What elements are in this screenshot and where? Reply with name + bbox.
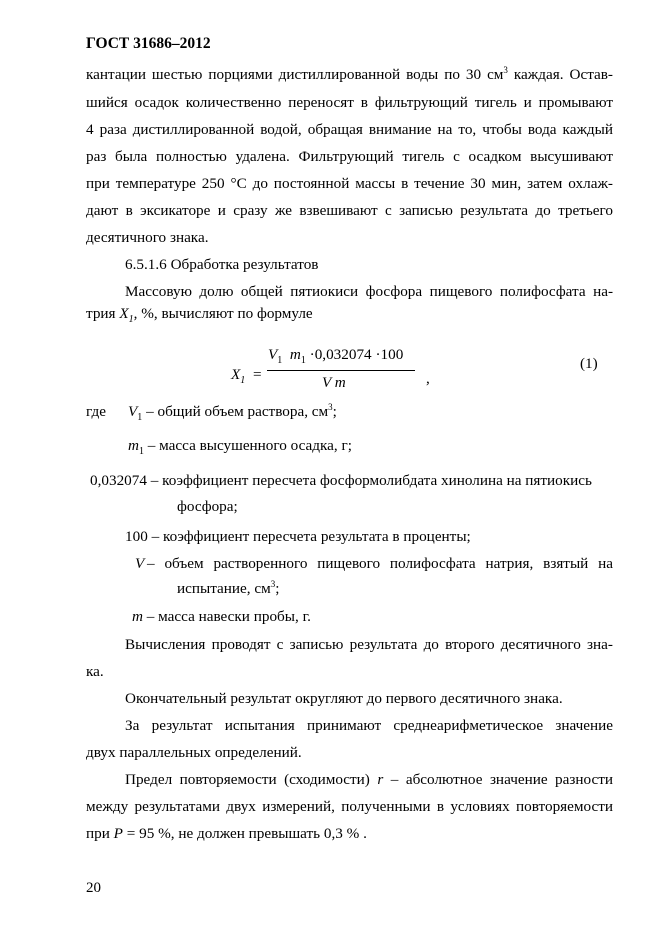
page-number: 20 xyxy=(86,880,101,896)
where-text: ; xyxy=(275,580,280,597)
where-item xyxy=(125,528,471,546)
final-line: Окончательный результат округляют до первого десятичного знака. xyxy=(125,690,563,707)
where-symbol: 100 xyxy=(125,528,148,545)
formula-symbol: m xyxy=(289,346,301,363)
formula-lhs xyxy=(231,366,245,384)
where-text: испытание, см xyxy=(177,580,271,597)
subscript: 1 xyxy=(128,314,134,325)
formula-symbol: X xyxy=(231,366,241,383)
formula-comma: , xyxy=(426,370,430,387)
subscript: 1 xyxy=(138,446,144,457)
limit-text: = 95 %, не должен превышать 0,3 % . xyxy=(122,825,367,842)
where-text: ; xyxy=(332,403,337,420)
result-line: двух параллельных определений. xyxy=(86,744,302,761)
limit-text: Предел повторяемости (сходимости) xyxy=(125,771,378,788)
where-item xyxy=(128,403,337,421)
paragraph-line: раз была полностью удалена. Фильтрующий тигель с осадком высушивают xyxy=(86,148,613,165)
result-line: За результат испытания принимают среднеарифметическое значение xyxy=(125,717,613,734)
paragraph-line: дают в эксикаторе и сразу же взвешивают с записью результата до третьего xyxy=(86,202,613,219)
paragraph-line: при температуре 250 °С до постоянной массы в течение 30 мин, затем охлаж- xyxy=(86,175,613,192)
where-symbol: m xyxy=(132,608,143,625)
variable-r: r xyxy=(377,771,384,788)
where-text: – коэффициент пересчета результата в проценты; xyxy=(151,528,471,545)
subscript: 1 xyxy=(137,412,143,423)
subscript: 1 xyxy=(240,375,246,386)
limit-line xyxy=(125,771,613,789)
section-title: 6.5.1.6 Обработка результатов xyxy=(125,256,319,273)
paragraph-line xyxy=(86,66,613,84)
formula-symbol: V xyxy=(268,346,278,363)
where-symbol: m xyxy=(128,437,139,454)
where-item xyxy=(90,472,592,490)
formula-denominator: V m xyxy=(322,374,346,391)
calc-line: ка. xyxy=(86,663,104,680)
where-item: – объем растворенного пищевого полифосфата натрия, взятый на xyxy=(147,555,613,572)
intro-text: , %, вычисляют по формуле xyxy=(133,305,313,322)
where-text: – масса высушенного осадка, г; xyxy=(147,437,352,454)
formula-constants: ·0,032074 ·100 xyxy=(309,346,404,363)
limit-text: при xyxy=(86,825,114,842)
where-item-continuation: фосфора; xyxy=(177,498,238,515)
paragraph-text: каждая. Остав- xyxy=(507,66,613,83)
variable-x1: X xyxy=(119,305,129,322)
where-symbol: 0,032074 xyxy=(90,472,147,489)
document-header: ГОСТ 31686–2012 xyxy=(86,35,211,52)
paragraph-line: шийся осадок количественно переносят в фильтрующий тигель и промывают xyxy=(86,94,613,111)
paragraph-line: десятичного знака. xyxy=(86,229,209,246)
formula-numerator xyxy=(268,346,403,364)
where-text: – общий объем раствора, см xyxy=(146,403,329,420)
limit-line: между результатами двух измерений, полученными в условиях повторяемости xyxy=(86,798,613,815)
calc-line: Вычисления проводят с записью результата до второго десятичного зна- xyxy=(125,636,613,653)
where-item xyxy=(128,437,352,455)
fraction-bar xyxy=(267,370,415,371)
paragraph-line: 4 раза дистиллированной водой, обращая внимание на то, чтобы вода каждый xyxy=(86,121,613,138)
subscript: 1 xyxy=(300,355,306,366)
where-label: где xyxy=(86,403,106,420)
where-symbol-v: V xyxy=(135,555,145,572)
paragraph-text: кантации шестью порциями дистиллированной воды по 30 см xyxy=(86,66,504,83)
limit-line xyxy=(86,825,367,843)
where-symbol: V xyxy=(128,403,138,420)
subscript: 1 xyxy=(277,355,283,366)
formula-equals: = xyxy=(253,366,262,383)
intro-line: Массовую долю общей пятиокиси фосфора пищевого полифосфата на- xyxy=(125,283,613,300)
superscript: 3 xyxy=(503,65,508,75)
superscript: 3 xyxy=(270,579,276,589)
where-text: – коэффициент пересчета фосформолибдата хинолина на пятиокись xyxy=(150,472,592,489)
where-item xyxy=(132,608,311,626)
limit-text: – абсолютное значение разности xyxy=(383,771,614,788)
formula-number: (1) xyxy=(580,355,598,372)
intro-text: трия xyxy=(86,305,120,322)
superscript: 3 xyxy=(328,402,333,412)
where-item-continuation xyxy=(177,580,279,598)
where-text: – масса навески пробы, г. xyxy=(146,608,311,625)
variable-p: P xyxy=(113,825,123,842)
intro-line xyxy=(86,305,313,323)
